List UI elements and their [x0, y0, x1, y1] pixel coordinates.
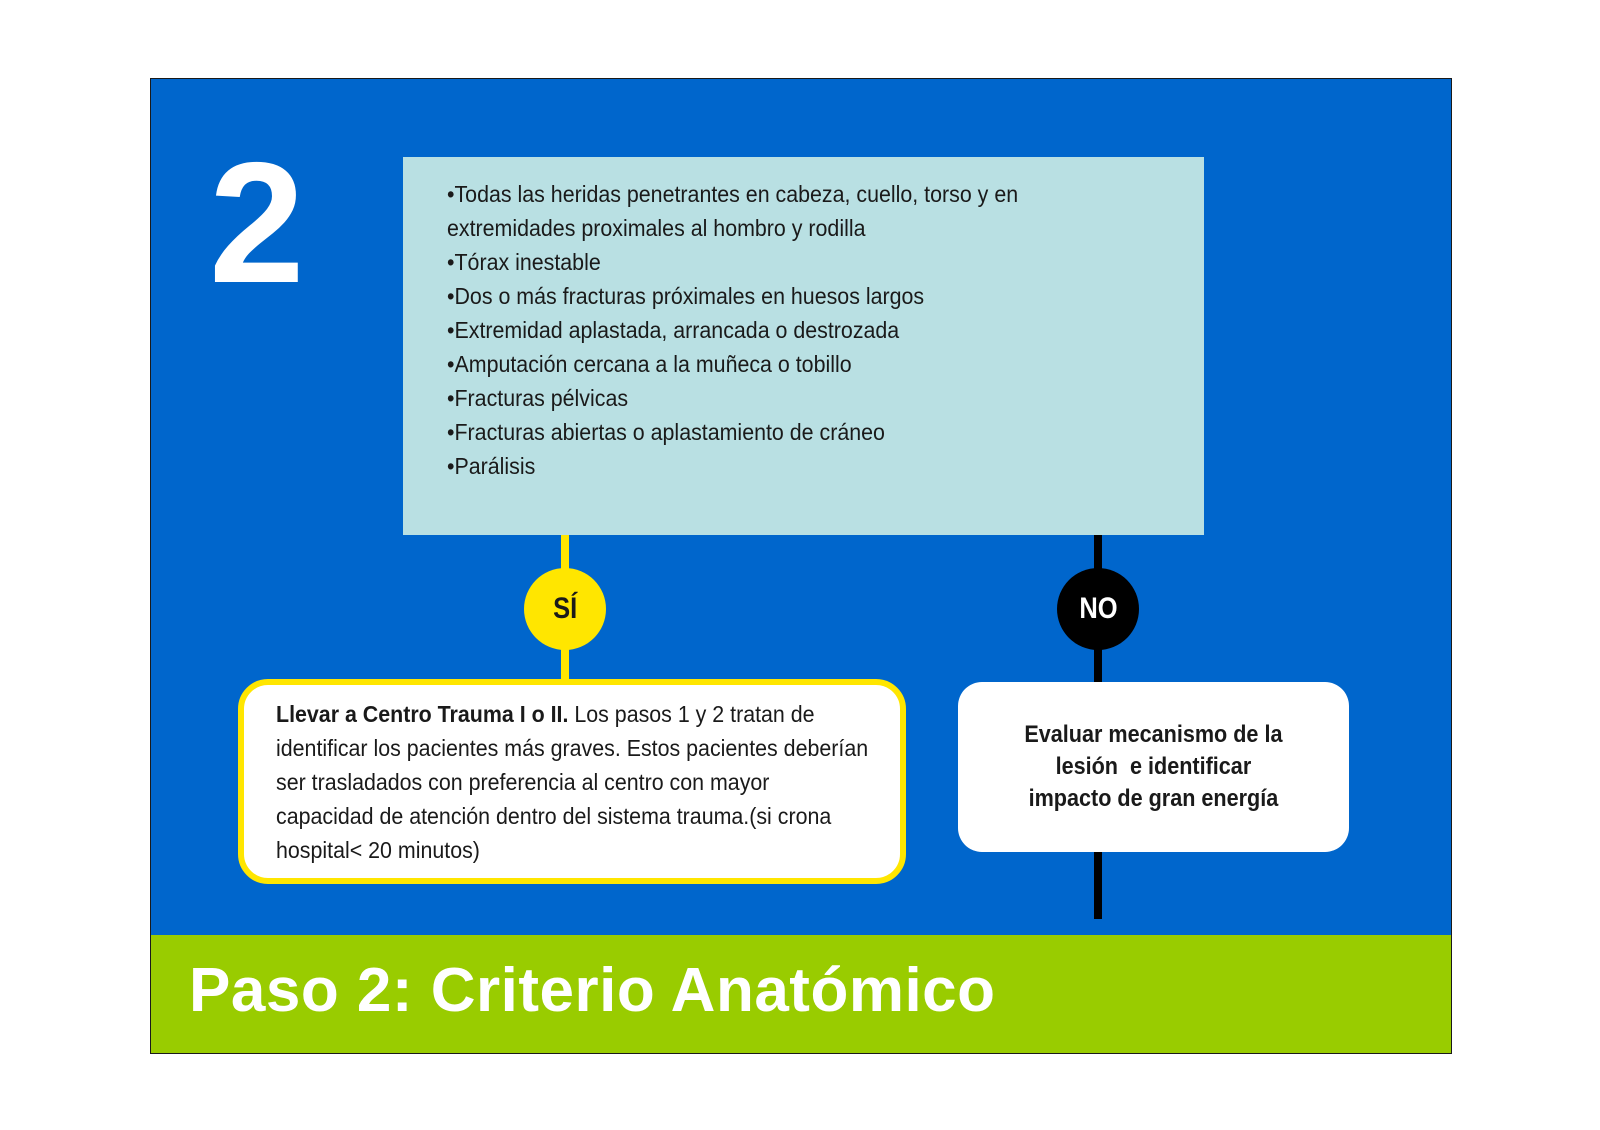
step-number: 2	[209, 127, 303, 319]
criteria-line: •Amputación cercana a la muñeca o tobillo	[447, 351, 852, 377]
yes-outcome-box	[238, 679, 906, 884]
footer-bar	[151, 935, 1451, 1053]
slide	[150, 78, 1452, 1054]
no-outcome-text	[1024, 719, 1282, 815]
footer-title: Paso 2: Criterio Anatómico	[189, 956, 996, 1025]
criteria-line: extremidades proximales al hombro y rodilla	[447, 215, 866, 241]
criteria-line: •Todas las heridas penetrantes en cabeza, cuello, torso y en	[447, 181, 1019, 207]
criteria-line: •Extremidad aplastada, arrancada o destrozada	[447, 317, 900, 343]
criteria-line: •Tórax inestable	[447, 249, 601, 275]
no-outcome-box	[958, 682, 1349, 852]
yes-outcome-body: Los pasos 1 y 2 tratan de identificar los pacientes más graves. Estos pacientes deberían ser trasladados con preferencia al centro con mayor capacidad de atención dentro del sistema trauma.(si crona hospital< 20 minutos)	[276, 701, 869, 863]
criteria-box	[403, 157, 1204, 535]
criteria-line: •Dos o más fracturas próximales en huesos largos	[447, 283, 925, 309]
no-outcome-line: Evaluar mecanismo de la	[1024, 721, 1283, 748]
yes-badge	[524, 568, 606, 650]
criteria-line: •Fracturas abiertas o aplastamiento de cráneo	[447, 419, 885, 445]
no-badge	[1057, 568, 1139, 650]
yes-outcome-bold: Llevar a Centro Trauma I o II.	[276, 701, 569, 727]
no-outcome-line: lesión e identificar	[1055, 753, 1252, 780]
yes-badge-label: SÍ	[552, 592, 578, 625]
criteria-line: •Parálisis	[447, 453, 536, 479]
no-outcome-line: impacto de gran energía	[1028, 785, 1279, 812]
yes-outcome-text	[276, 697, 871, 867]
criteria-line: •Fracturas pélvicas	[447, 385, 629, 411]
no-badge-label: NO	[1078, 592, 1118, 625]
